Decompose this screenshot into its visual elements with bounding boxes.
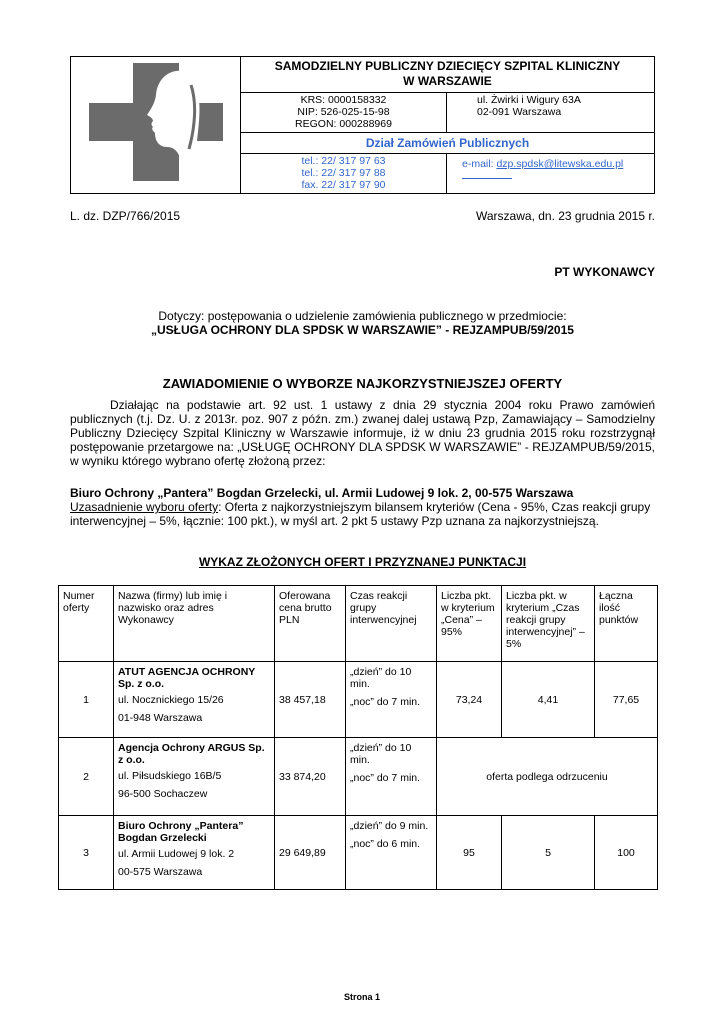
response-time-night: „noc” do 7 min.	[350, 696, 421, 708]
address-cell	[447, 93, 655, 133]
table-row	[59, 662, 658, 738]
place-date: Warszawa, dn. 23 grudnia 2015 r.	[476, 209, 655, 223]
table-header-row	[59, 586, 658, 662]
address-city: 02-091 Warszawa	[477, 106, 562, 118]
justification	[70, 500, 655, 528]
address-street: ul. Żwirki i Wigury 63A	[477, 94, 581, 106]
header-total-points: Łączna ilość punktów	[595, 586, 658, 662]
total-points: 77,65	[595, 662, 658, 738]
reference-number: L. dz. DZP/766/2015	[70, 209, 181, 223]
nip-number: NIP: 526-025-15-98	[297, 106, 390, 118]
offer-response-time	[346, 738, 437, 816]
header-price-points: Liczba pkt. w kryterium „Cena” – 95%	[437, 586, 502, 662]
offer-price: 38 457,18	[275, 662, 346, 738]
header-response-time: Czas reakcji grupy interwencyjnej	[346, 586, 437, 662]
contractor-street: ul. Piłsudskiego 16B/5	[118, 770, 222, 782]
registry-cell	[241, 93, 447, 133]
response-time-day: „dzień” do 9 min.	[350, 820, 429, 832]
department-name: Dział Zamówień Publicznych	[365, 136, 530, 150]
offer-rejected-note: oferta podlega odrzuceniu	[437, 738, 658, 816]
department-cell	[241, 133, 655, 154]
header-price: Oferowana cena brutto PLN	[275, 586, 346, 662]
table-row	[59, 816, 658, 890]
offer-contractor	[114, 738, 275, 816]
table-row	[59, 738, 658, 816]
time-points: 4,41	[502, 662, 595, 738]
contractor-name: Agencja Ochrony ARGUS Sp. z o.o.	[118, 742, 265, 766]
header-name: Nazwa (firmy) lub imię i nazwisko oraz adres Wykonawcy	[114, 586, 275, 662]
hospital-logo-icon	[71, 57, 240, 185]
offer-number: 2	[59, 738, 114, 816]
notice-heading: ZAWIADOMIENIE O WYBORZE NAJKORZYSTNIEJSZEJ OFERTY	[162, 376, 563, 391]
letterhead-table	[70, 56, 655, 194]
fax-number: fax. 22/ 317 97 90	[301, 179, 386, 191]
justification-label: Uzasadnienie wyboru oferty	[70, 500, 219, 514]
price-points: 95	[437, 816, 502, 890]
phone-2: tel.: 22/ 317 97 88	[301, 167, 386, 179]
contractor-name: ATUT AGENCJA OCHRONY Sp. z o.o.	[118, 666, 256, 690]
contractor-city: 01-948 Warszawa	[118, 712, 203, 724]
contractor-city: 00-575 Warszawa	[118, 866, 203, 878]
subject-line-2: „USŁUGA OCHRONY DLA SPDSK W WARSZAWIE” - REJZAMPUB/59/2015	[151, 323, 574, 337]
response-time-night: „noc” do 7 min.	[350, 772, 421, 784]
regon-number: REGON: 000288969	[295, 118, 392, 130]
contractor-name: Biuro Ochrony „Pantera” Bogdan Grzelecki	[118, 820, 244, 844]
subject-line-1: Dotyczy: postępowania o udzielenie zamówienia publicznego w przedmiocie:	[158, 309, 567, 323]
response-time-night: „noc” do 6 min.	[350, 838, 421, 850]
email-link[interactable]: dzp.spdsk@litewska.edu.pl	[496, 158, 624, 170]
email-label: e-mail:	[462, 158, 497, 170]
contractor-street: ul. Armii Ludowej 9 lok. 2	[118, 848, 235, 860]
body-paragraph: Działając na podstawie art. 92 ust. 1 ustawy z dnia 29 stycznia 2004 roku Prawo zamówień publicznych (t.j. Dz. U. z 2013r. poz. 907 z późn. zm.) zwanej dalej ustawą Pzp, Zamawiający – Samodzielny Publiczny Dziecięcy Szpital Kliniczny w Warszawie informuje, iż w dniu 23 grudnia 2015 roku rozstrzygnął postępowanie przetargowe na: „USŁUGĘ OCHRONY DLA SPDSK W WARSZAWIE” - REJZAMPUB/59/2015, w wyniku którego wybrano ofertę złożoną przez:	[70, 398, 655, 468]
offers-table	[58, 585, 658, 890]
hospital-name-cell	[241, 57, 655, 93]
offer-number: 3	[59, 816, 114, 890]
phone-1: tel.: 22/ 317 97 63	[301, 155, 386, 167]
recipient: PT WYKONAWCY	[554, 265, 655, 279]
offer-response-time	[346, 816, 437, 890]
price-points: 73,24	[437, 662, 502, 738]
hospital-name-line1: SAMODZIELNY PUBLICZNY DZIECIĘCY SZPITAL KLINICZNY	[274, 59, 621, 73]
page-footer: Strona 1	[343, 992, 380, 1002]
offer-response-time	[346, 662, 437, 738]
table-title: WYKAZ ZŁOŻONYCH OFERT I PRZYZNANEJ PUNKTACJI	[198, 555, 527, 569]
time-points: 5	[502, 816, 595, 890]
hospital-name-line2: W WARSZAWIE	[403, 74, 492, 88]
offer-price: 33 874,20	[275, 738, 346, 816]
header-time-points: Liczba pkt. w kryterium „Czas reakcji grupy interwencyjnej” – 5%	[502, 586, 595, 662]
response-time-day: „dzień” do 10 min.	[350, 666, 412, 690]
krs-number: KRS: 0000158332	[300, 94, 387, 106]
total-points: 100	[595, 816, 658, 890]
offer-contractor	[114, 816, 275, 890]
contractor-city: 96-500 Sochaczew	[118, 788, 208, 800]
winner-line: Biuro Ochrony „Pantera” Bogdan Grzelecki, ul. Armii Ludowej 9 lok. 2, 00-575 Warszawa	[70, 486, 574, 500]
offer-price: 29 649,89	[275, 816, 346, 890]
offer-number: 1	[59, 662, 114, 738]
header-number: Numer oferty	[59, 586, 114, 662]
phone-cell	[241, 154, 447, 194]
offer-contractor	[114, 662, 275, 738]
response-time-day: „dzień” do 10 min.	[350, 742, 412, 766]
contractor-street: ul. Nocznickiego 15/26	[118, 694, 224, 706]
justification-text: : Oferta z najkorzystniejszym bilansem kryteriów (Cena - 95%, Czas reakcji grupy interwencyjnej – 5%, łącznie: 100 pkt.), w myśl art. 2 pkt 5 ustawy Pzp uznana za najkorzystniejszą.	[70, 500, 651, 528]
logo-cell	[71, 57, 241, 194]
email-cell	[447, 154, 655, 194]
